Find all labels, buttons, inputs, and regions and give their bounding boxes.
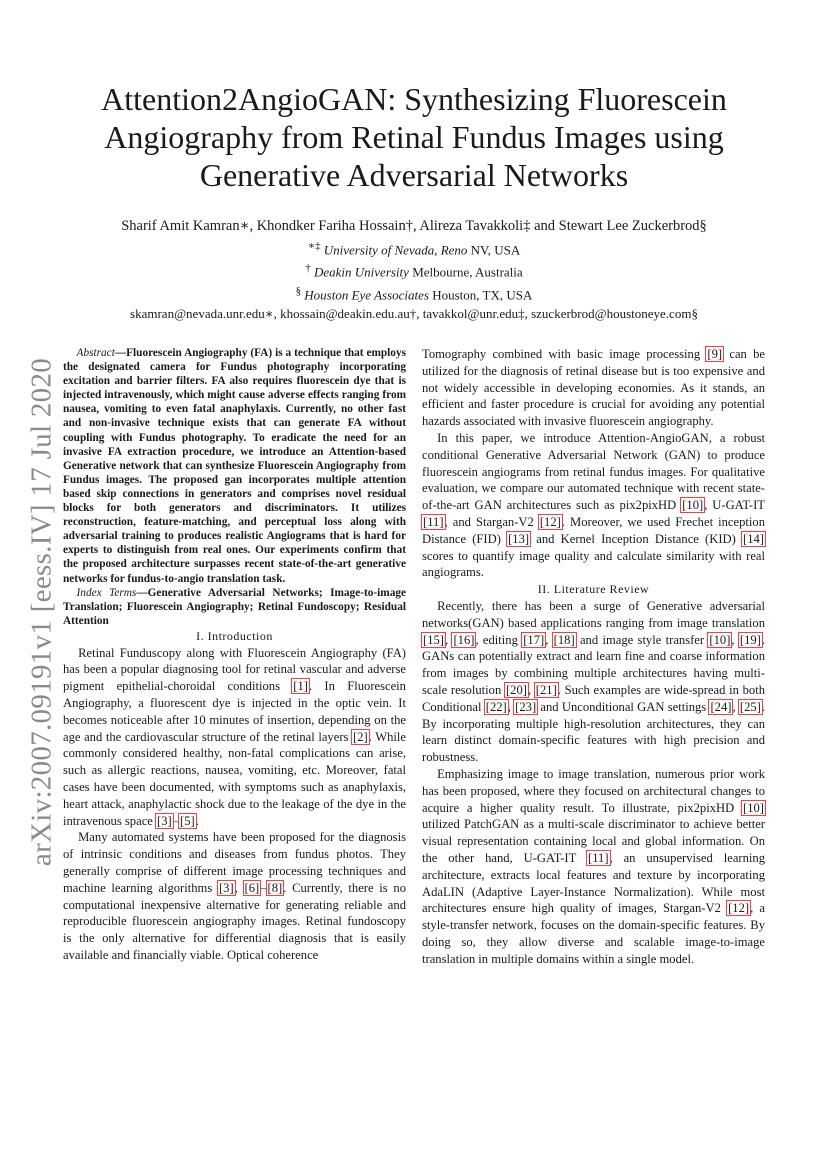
citation-link[interactable]: [9] (707, 347, 723, 361)
affiliation-name: University of Nevada, Reno (323, 242, 468, 258)
affiliation-mark: § (295, 284, 302, 297)
citation-link[interactable]: [12] (728, 901, 750, 916)
arxiv-stamp: arXiv:2007.09191v1 [eess.IV] 17 Jul 2020 (25, 357, 58, 867)
citation-link[interactable]: [23] (515, 699, 537, 714)
abstract (63, 346, 406, 628)
citation-link[interactable]: [3] (157, 813, 172, 828)
literature-paragraph-1: Recently, there has been a surge of Generative adversarial networks(GAN) based applications ranging from image translation [15], [16], editing [17], [18] and image style transfer [10], [19]. GANs can potentially extract and learn fine and coarse information from images by combining multiple architectures having multi-scale resolution [20], [21]. Such examples are wide-spread in both Conditional [22], [23] and Unconditional GAN settings [24], [25]. By incorporating multiple high-resolution architectures, they can learn distinct domain-specific features with high precision and robustness. (422, 598, 766, 765)
citation-link[interactable]: [21] (535, 682, 557, 697)
affiliation-name: Houston Eye Associates (304, 286, 429, 302)
paper-title: Attention2AngioGAN: Synthesizing Fluorescein Angiography from Retinal Fundus Images using Generative Adversarial Networks (101, 81, 727, 193)
intro-paragraph-2: Many automated systems have been proposed for the diagnosis of intrinsic conditions and diseases from fundus photos. They generally comprise of different image processing techniques and machine learning algorithms [3], [6]–[8]. Currently, there is no computational inexpensive alternative for generating reliable and reproducible fluorescein angiography images. Retinal fundoscopy is the only alternative for differential diagnosis that is easily available and financially viable. Optical coherence (63, 830, 407, 963)
affiliation-name: Deakin University (313, 264, 409, 280)
abstract-text: —Fluorescein Angiography (FA) is a technique that employs the designated camera for Fundus photography incorporating excitation and barrier filters. FA also requires fluorescein dye that is injected intravenously, which might cause adverse effects ranging from nausea, vomiting to even fatal anaphylaxis. Currently, no other fast and non-invasive technique exists that can generate FA without coupling with Fundus photography. To eradicate the need for an invasive FA extraction procedure, we introduce an Attention-based Generative network that can synthesize Fluorescein Angiography from Fundus images. The proposed gan incorporates multiple attention based skip connections in generators and comprises novel residual blocks for both generators and discriminators. It utilizes reconstruction, feature-matching, and perceptual loss along with adversarial training to produces realistic Angiograms that is hard for experts to distinguish from real ones. Our experiments confirm that the proposed architecture surpasses recent state-of-the-art generative networks for fundus-to-angio translation task. (63, 347, 406, 585)
affiliation-2 (60, 259, 768, 281)
citation-link[interactable]: [19] (739, 632, 761, 647)
citation-link[interactable]: [20] (505, 682, 527, 697)
citation-link[interactable]: [25] (739, 699, 761, 714)
author-block (60, 216, 768, 323)
affiliation-mark: ∗‡ (307, 240, 321, 252)
abstract-label: Abstract (76, 347, 115, 359)
affiliation-location: NV, USA (470, 242, 521, 258)
intro-paragraph-1: Retinal Funduscopy along with Fluorescein Angiography (FA) has been a popular diagnosing tool for retinal vascular and adverse pigment epithelial-choroidal conditions [1]. In Fluorescein Angiography, a fluorescent dye is injected in the optic vein. It becomes noticeable after 10 minutes of insertion, depending on the age and the cardiovascular structure of the retinal layers [2]. While commonly considered healthy, non-fatal complications can arise, such as allergic reactions, nausea, vomiting, etc. Moreover, fatal cases have been documented, with symptoms such as anaphylaxis, heart attack, anaphylactic shock due to the leakage of the dye in the intravenous space [3]–[5]. (63, 645, 406, 828)
citation-link[interactable]: [14] (743, 531, 764, 546)
left-column (63, 346, 406, 964)
section-heading-introduction: I. Introduction (196, 628, 273, 643)
literature-paragraph-2: Emphasizing image to image translation, numerous prior work has been proposed, where they focused on architectural changes to acquire a higher quality result. To illustrate, pix2pixHD [10] utilized PatchGAN as a multi-scale discriminator to achieve better visual representation containing local and global information. On the other hand, U-GAT-IT [11], an unsupervised learning architecture, extracts local features and texture by incorporating AdaLIN (Adaptive Layer-Instance Normalization). While most architectures ensure high quality of images, Stargan-V2 [12], a style-transfer network, focuses on the domain-specific features. By doing so, they allow diverse and scalable image-to-image translation in multiple domains within a single model. (422, 766, 765, 966)
affiliation-1 (60, 237, 768, 259)
citation-link[interactable]: [2] (353, 729, 368, 744)
affiliation-mark: † (305, 262, 311, 275)
citation-link[interactable]: [16] (453, 632, 475, 647)
author-names: Sharif Amit Kamran∗, Khondker Fariha Hossain†, Alireza Tavakkoli‡ and Stewart Lee Zuckerbrod§ (121, 218, 707, 234)
index-terms-text: —Generative Adversarial Networks; Image-to-image Translation; Fluorescein Angiography; Retinal Fundoscopy; Residual Attention (63, 586, 407, 627)
right-column (422, 346, 765, 967)
citation-link[interactable]: [8] (267, 880, 283, 895)
citation-link[interactable]: [18] (553, 632, 575, 647)
citation-link[interactable]: [1] (293, 679, 308, 694)
intro-paragraph-4: In this paper, we introduce Attention-AngioGAN, a robust conditional Generative Adversarial Network (GAN) to produce fluorescein angiograms from retinal fundus images. For qualitative evaluation, we compare our automated technique with recent state-of-the-art GAN architectures such as pix2pixHD [10], U-GAT-IT [11], and Stargan-V2 [12]. Moreover, we used Frechet inception Distance (FID) [13] and Kernel Inception Distance (KID) [14] scores to quantify image quality and calculate similarity with real angiograms. (422, 430, 765, 580)
citation-link[interactable]: [5] (180, 813, 195, 828)
citation-link[interactable]: [11] (423, 514, 444, 529)
citation-link[interactable]: [10] (709, 632, 731, 647)
author-emails: skamran@nevada.unr.edu∗, khossain@deakin.edu.au†, tavakkol@unr.edu‡, szuckerbrod@houstoneye.com§ (130, 305, 698, 321)
citation-link[interactable]: [15] (423, 632, 444, 647)
intro-paragraph-3: Tomography combined with basic image processing [9] can be utilized for the diagnosis of retinal disease but is too expensive and not widely accessible in developing economies. As it stands, an efficient and faster procedure is crucial for avoiding any potential hazards associated with invasive fluorescein angiography. (422, 347, 765, 429)
affiliation-location: Houston, TX, USA (432, 286, 533, 302)
citation-link[interactable]: [10] (743, 800, 764, 815)
citation-link[interactable]: [13] (508, 531, 530, 546)
citation-link[interactable]: [24] (710, 699, 732, 714)
citation-link[interactable]: [10] (682, 498, 704, 513)
affiliation-location: Melbourne, Australia (412, 264, 523, 280)
section-heading-literature-review: II. Literature Review (537, 582, 650, 597)
citation-link[interactable]: [22] (485, 699, 507, 714)
citation-link[interactable]: [11] (588, 850, 609, 865)
affiliation-3 (60, 282, 768, 304)
citation-link[interactable]: [6] (244, 880, 260, 895)
index-terms-label: Index Terms (76, 586, 137, 599)
citation-link[interactable]: [17] (523, 632, 545, 647)
citation-link[interactable]: [12] (539, 514, 561, 529)
citation-link[interactable]: [3] (218, 880, 234, 895)
